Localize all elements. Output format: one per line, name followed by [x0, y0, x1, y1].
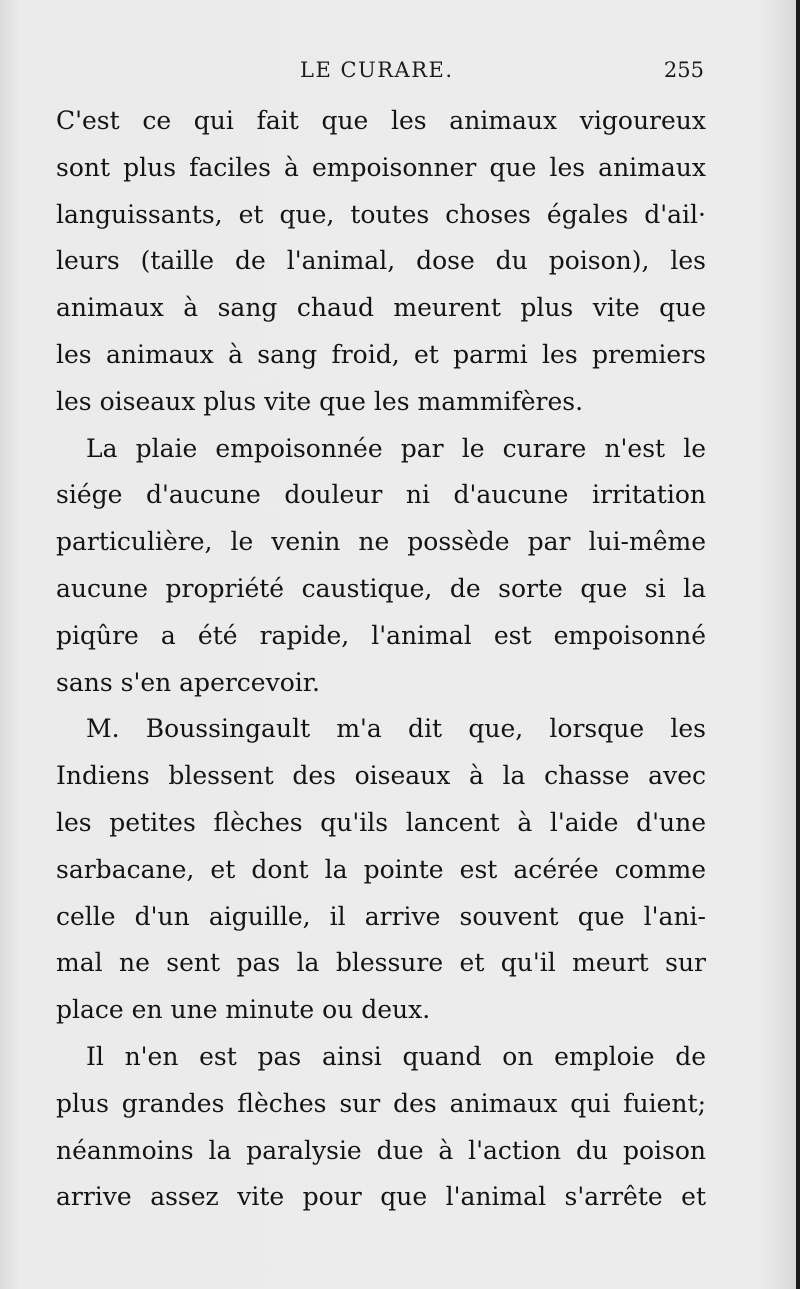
text-line: néanmoins la paralysie due à l'action du poison [56, 1135, 706, 1165]
text-line: languissants, et que, toutes choses égales d'ail· [56, 199, 706, 229]
text-line: particulière, le venin ne possède par lui-même [56, 527, 706, 557]
text-line: place en une minute ou deux. [56, 995, 431, 1025]
text-line: celle d'un aiguille, il arrive souvent que l'ani- [56, 901, 706, 931]
text-line: aucune propriété caustique, de sorte que si la [56, 573, 706, 603]
page-header [60, 58, 704, 88]
text-line: les petites flèches qu'ils lancent à l'aide d'une [56, 807, 706, 837]
text-line: La plaie empoisonnée par le curare n'est le [86, 433, 706, 463]
text-line: siége d'aucune douleur ni d'aucune irritation [56, 480, 706, 510]
text-line: les animaux à sang froid, et parmi les premiers [56, 339, 706, 369]
text-line: animaux à sang chaud meurent plus vite que [56, 293, 706, 323]
page-edge-shadow [796, 0, 800, 1289]
body-text [56, 98, 706, 1221]
text-line: arrive assez vite pour que l'animal s'arrête et [56, 1182, 706, 1212]
text-line: plus grandes flèches sur des animaux qui fuient; [56, 1088, 706, 1118]
text-line: piqûre a été rapide, l'animal est empoisonné [56, 620, 706, 650]
running-title: LE CURARE. [300, 58, 454, 82]
text-line: mal ne sent pas la blessure et qu'il meurt sur [56, 948, 706, 978]
page-number: 255 [663, 58, 704, 82]
text-line: Il n'en est pas ainsi quand on emploie de [86, 1041, 706, 1071]
text-line: Indiens blessent des oiseaux à la chasse avec [56, 761, 706, 791]
text-line: leurs (taille de l'animal, dose du poison), les [56, 246, 706, 276]
text-line: C'est ce qui fait que les animaux vigoureux [56, 106, 706, 135]
text-line: sans s'en apercevoir. [56, 667, 320, 697]
text-line: sarbacane, et dont la pointe est acérée comme [56, 854, 706, 884]
text-line: les oiseaux plus vite que les mammifères. [56, 386, 584, 416]
text-line: M. Boussingault m'a dit que, lorsque les [86, 714, 706, 744]
text-line: sont plus faciles à empoisonner que les animaux [56, 152, 706, 182]
